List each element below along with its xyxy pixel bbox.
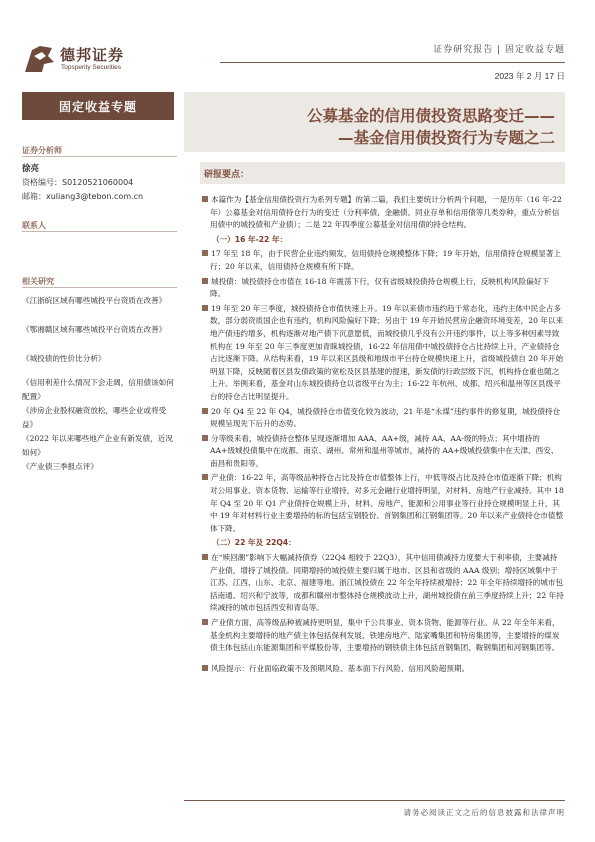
bullet-icon bbox=[202, 435, 208, 441]
report-title-line1: 公募基金的信用债投资思路变迁—— bbox=[306, 107, 555, 125]
bullet-icon bbox=[202, 474, 208, 480]
footer-divider bbox=[184, 800, 565, 801]
key-points-heading: 研报要点： bbox=[204, 170, 250, 180]
paragraph-industrial: 产业债：16-22 年，高等级品种持仓占比及持仓市值整体上行，中低等级占比及持仓市值逐渐下降；机构对公用事业、资本货物、运输等行业增持，对多元金融行业增持明显，对材料、房地产行业减持。其中 18 年 Q4 至 20 年 Q1 产业债持仓规模上升，材料、房地产、能源和公用事业等行业持仓规模明显上升，其中 19 年对材料行业主要增持的标的包括宝钢股份、首钢集团和江钢集团等。20 年以来产业债持仓市值整体下降。 bbox=[202, 472, 564, 535]
subheading-2016-2022: （一）16 年-22 年： bbox=[212, 234, 288, 244]
analyst-name: 徐亮 bbox=[22, 164, 40, 174]
paragraph-rating: 分等级来看，城投债持仓整体呈现逐渐增加 AAA、AA+级，减持 AA、AA-级的特点；其中增持的 AA+级城投债集中在成都、南京、湖州、常州和温州等城市，减持的 AA+级城投债集中在天津、西安、南昌和贵阳等。 bbox=[202, 433, 564, 471]
footer-disclaimer: 请务必阅读正文之后的信息披露和法律声明 bbox=[403, 808, 565, 817]
related-item[interactable]: 《鄂湘赣区域有哪些城投平台资质在改善》 bbox=[22, 325, 167, 334]
analyst-heading: 证券分析师 bbox=[22, 146, 62, 155]
analyst-divider bbox=[22, 156, 177, 157]
key-points-band bbox=[200, 162, 565, 184]
analyst-license: 资格编号：S0120521060004 bbox=[22, 178, 134, 187]
header-divider bbox=[220, 62, 565, 63]
subheading-2022: （二）22 年及 22Q4： bbox=[212, 538, 296, 548]
bullet-icon bbox=[202, 196, 208, 202]
paragraph-intro: 本篇作为【基金信用债投资行为系列专题】的第二篇，我们主要统计分析两个问题，一是历年（16 年-22 年）公募基金对信用债持仓行为的变迁（分利率债、金融债、同业存单和信用债等几类券种，重点分析信用债中的城投债和产业债）；二是 22 年四季度公募基金对信用债的持仓结构。 bbox=[202, 194, 564, 232]
related-item[interactable]: 《江浙皖区域有哪些城投平台资质在改善》 bbox=[22, 296, 167, 305]
contact-heading: 联系人 bbox=[22, 221, 46, 230]
paragraph-20q4-22q4: 20 年 Q4 至 22 年 Q4，城投债持仓市值变化较为波动，21 年是“永煤”违约事件的修复期，城投债持仓规模呈现先下后升的态势。 bbox=[202, 406, 564, 431]
category-band: 固定收益专题 bbox=[22, 92, 174, 120]
analyst-email[interactable]: 邮箱：xuliang3@tebon.com.cn bbox=[22, 192, 144, 201]
paragraph-2019-2020: 19 年至 20 年三季度，城投债持仓市值快速上升。19 年以来债市违约趋于常态化，违约主体中民企占多数，部分弱资质国企也有违约，机构风险偏好下降；另由于 19 年开始民营房企融资环境变差，20 年以来地产债违约增多，机构逐渐对地产债下沉意愿低，而城投债几乎没有公开违约事件，以上等多种因素导致机构在 19 年至 20 年三季度更加青睐城投债，16-22 年信用债中城投债持仓占比持续上升，产业债持仓占比逐渐下降。从结构来看，19 年以来区县级和地级市平台持仓规模快速上升，省级城投债自 20 年开始明显下降，反映随着区县发债政策的宽松及区县基建的提速，新发债的行政层级下沉，机构持仓重也随之上升。举例来看，基金对山东城投债持仓以省级平台为主；16-22 年杭州、成都、绍兴和温州等区县级平台的持仓占比明显提升。 bbox=[202, 303, 564, 404]
paragraph-redemption: 在“赎回潮”影响下大幅减持债券（22Q4 相较于 22Q3），其中信用债减持力度要大于利率债，主要减持产业债，增持了城投债。同期增持的城投债主要归属于地市、区县和省级的 AAA 级别；增持区域集中于江苏、江西、山东、北京、福建等地。浙江城投债在 22 年全年持续被增持；22 年全年持续增持的城市包括南通、绍兴和宁波等，成都和赣州市整体持仓规模波动上升，湖州城投债在前三季度持续上升；22 年持续减持的城市包括西安和青岛等。 bbox=[202, 552, 564, 615]
contact-divider bbox=[22, 231, 177, 232]
report-title-line2: —基金信用债投资行为专题之二 bbox=[337, 129, 555, 147]
bullet-icon bbox=[202, 619, 208, 625]
bullet-icon bbox=[202, 554, 208, 560]
company-name-en: Topsperity Securities bbox=[61, 64, 121, 71]
related-heading: 相关研究 bbox=[22, 277, 54, 286]
bullet-icon bbox=[202, 408, 208, 414]
bullet-icon bbox=[202, 665, 208, 671]
paragraph-overview: 17 年至 18 年，由于民营企业违约频发，信用债持仓规模整体下降；19 年开始，信用债持仓规模显著上行；20 年以来，信用债持仓规模有所下降。 bbox=[202, 248, 564, 273]
company-logo-icon bbox=[22, 42, 56, 76]
risk-warning: 风险提示：行业面临政策不及预期风险、基本面下行风险、信用风险超预期。 bbox=[202, 663, 564, 676]
report-date: 2023 年 2 月 17 日 bbox=[494, 71, 565, 81]
related-item[interactable]: 《信用利差什么情况下会走阔，信用债该如何配置》 bbox=[22, 378, 174, 401]
bullet-icon bbox=[202, 250, 208, 256]
bullet-icon bbox=[202, 305, 208, 311]
paragraph-industrial-2022: 产业债方面，高等级品种被减持更明显，集中于公共事业、资本货物、能源等行业。从 22 年全年来看，基金机构主要增持的地产债主体包括保利发展、铁建房地产、陆家嘴集团和特房集团等，主要增持的煤炭债主体包括山东能源集团和平煤股份等，主要增持的钢铁债主体包括首钢集团、鞍钢集团和河钢集团等。 bbox=[202, 617, 564, 655]
paragraph-chengtou: 城投债：城投债持仓市值在 16-18 年震荡下行，仅有省级城投债持仓规模上行，反映机构风险偏好下降。 bbox=[202, 276, 564, 301]
company-name-cn: 德邦证券 bbox=[60, 46, 125, 64]
related-item[interactable]: 《2022 年以来哪些地产企业有新发债，近况如何》 bbox=[22, 434, 173, 457]
related-divider bbox=[22, 287, 177, 288]
related-item[interactable]: 《涉房企业股权融资放松，哪些企业或将受益》 bbox=[22, 406, 167, 429]
report-type: 证券研究报告 | 固定收益专题 bbox=[433, 45, 565, 55]
related-item[interactable]: 《城投债的性价比分析》 bbox=[22, 354, 106, 363]
bullet-icon bbox=[202, 278, 208, 284]
key-points-body bbox=[202, 194, 564, 677]
related-item[interactable]: 《产业债三季报点评》 bbox=[22, 462, 98, 471]
